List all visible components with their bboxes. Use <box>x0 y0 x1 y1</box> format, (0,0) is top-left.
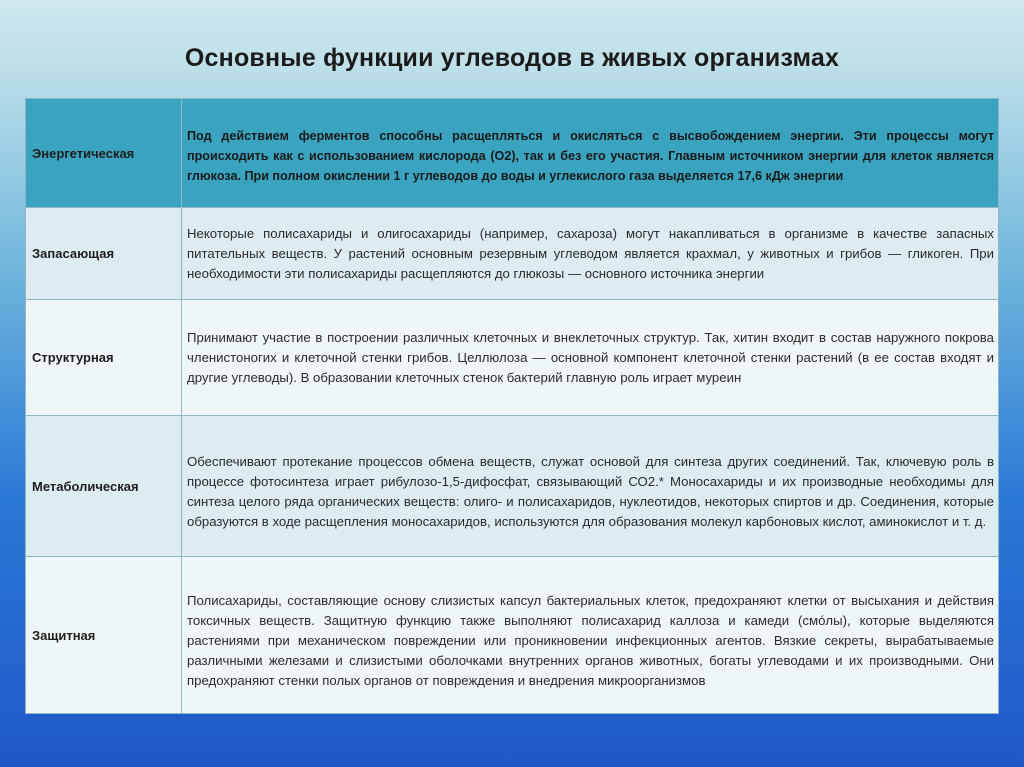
table-row <box>26 300 999 416</box>
function-description: Принимают участие в построении различных клеточных и внеклеточных структур. Так, хитин входит в состав наружного покрова членистоногих и клеточной стенки грибов. Целлюлоза — основной компонент клеточной стенки растений (в ее состав входят и другие углеводы). В образовании клеточных стенок бактерий главную роль играет муреин <box>182 300 999 416</box>
slide-title: Основные функции углеводов в живых организмах <box>184 44 840 72</box>
function-description: Под действием ферментов способны расщепляться и окисляться с высвобождением энергии. Эти процессы могут происходить как с использованием кислорода (О2), так и без его участия. Главным источником энергии для клеток является глюкоза. При полном окислении 1 г углеводов до воды и углекислого газа выделяется 17,6 кДж энергии <box>182 99 999 208</box>
function-description: Некоторые полисахариды и олигосахариды (например, сахароза) могут накапливаться в организме в качестве запасных питательных веществ. У растений основным резервным углеводом является крахмал, у животных и грибов — гликоген. При необходимости эти полисахариды расщепляются до глюкозы — основного источника энергии <box>182 208 999 300</box>
function-name: Метаболическая <box>26 416 182 557</box>
table-row <box>26 416 999 557</box>
function-description: Обеспечивают протекание процессов обмена веществ, служат основой для синтеза других соединений. Так, ключевую роль в процессе фотосинтеза играет рибулозо-1,5-дифосфат, связывающий СО2.* Моносахариды и их производные необходимы для синтеза целого ряда органических веществ: олиго- и полисахаридов, нуклеотидов, некоторых спиртов и др. Соединения, которые образуются в ходе расщепления моносахаридов, используются для образования молекул карбоновых кислот, аминокислот и т. д. <box>182 416 999 557</box>
function-name: Запасающая <box>26 208 182 300</box>
function-name: Структурная <box>26 300 182 416</box>
functions-table <box>25 98 999 714</box>
function-name: Энергетическая <box>26 99 182 208</box>
table-row <box>26 557 999 714</box>
function-description: Полисахариды, составляющие основу слизистых капсул бактериальных клеток, предохраняют клетки от высыхания и действия токсичных веществ. Защитную функцию также выполняют полисахарид каллоза и камеди (смóлы), которые выделяются растениями при механическом повреждении или проникновении инфекционных агентов. Вязкие секреты, вырабатываемые различными железами и слизистыми оболочками внутренних органов животных, богаты углеводами и их производными. Они предохраняют стенки полых органов от повреждения и внедрения микроорганизмов <box>182 557 999 714</box>
function-name: Защитная <box>26 557 182 714</box>
table-row <box>26 208 999 300</box>
table-row <box>26 99 999 208</box>
